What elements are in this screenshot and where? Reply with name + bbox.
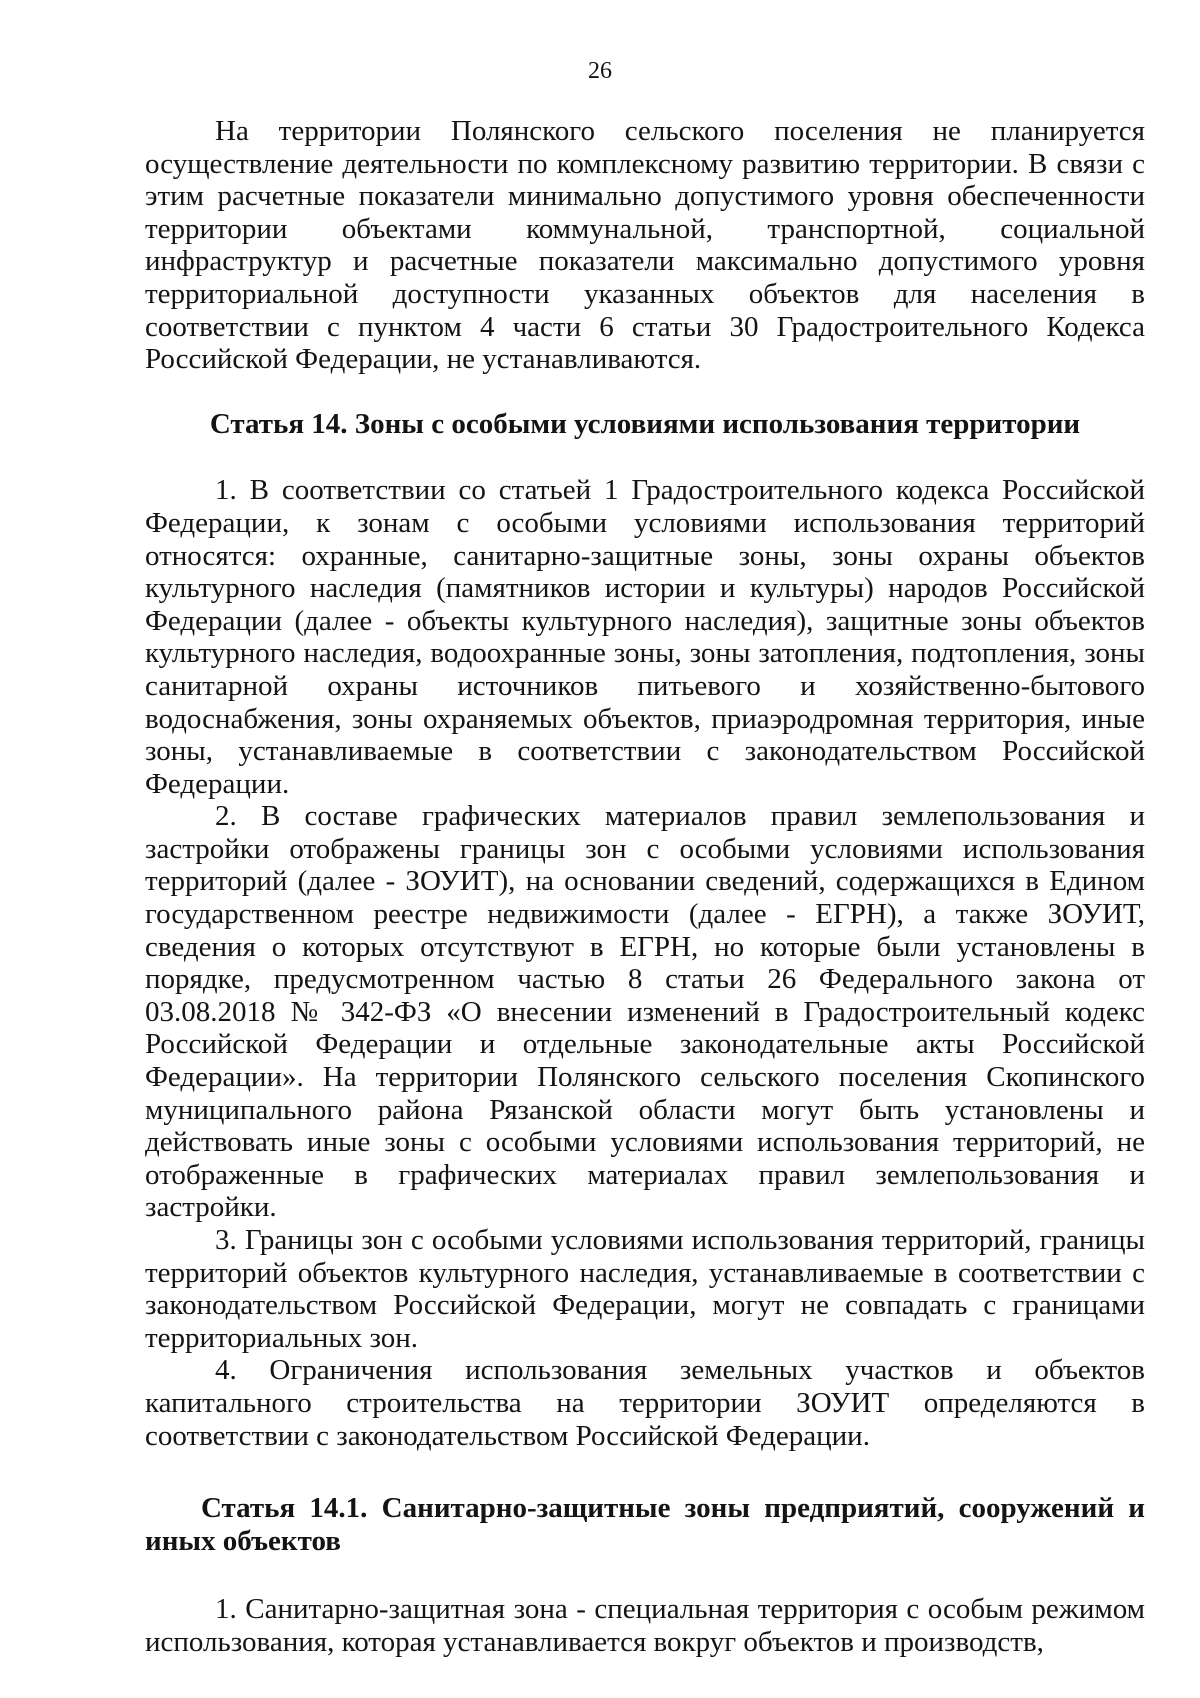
article-14-heading: Статья 14. Зоны с особыми условиями использования территории [209, 407, 1081, 440]
article-14-paragraph-3: 3. Границы зон с особыми условиями использования территорий, границы территорий объектов культурного наследия, устанавливаемые в соответствии с законодательством Российской Федерации, могут не совпадать с границами территориальных зон. [145, 1224, 1145, 1354]
article-14-1-heading: Статья 14.1. Санитарно-защитные зоны предприятий, сооружений и иных объектов [145, 1492, 1145, 1557]
article-14-1-paragraph-1: 1. Санитарно-защитная зона - специальная территория с особым режимом использования, которая устанавливается вокруг объектов и производств, [145, 1593, 1145, 1658]
intro-paragraph: На территории Полянского сельского поселения не планируется осуществление деятельности по комплексному развитию территории. В связи с этим расчетные показатели минимально допустимого уровня обеспеченности территории объектами коммунальной, транспортной, социальной инфраструктур и расчетные показатели максимально допустимого уровня территориальной доступности указанных объектов для населения в соответствии с пунктом 4 части 6 статьи 30 Градостроительного Кодекса Российской Федерации, не устанавливаются. [145, 115, 1145, 376]
page-number: 26 [588, 58, 612, 84]
document-body [145, 115, 1145, 1659]
article-14-paragraph-4: 4. Ограничения использования земельных участков и объектов капитального строительства на территории ЗОУИТ определяются в соответствии с законодательством Российской Федерации. [145, 1354, 1145, 1452]
article-14-paragraph-2: 2. В составе графических материалов правил землепользования и застройки отображены границы зон с особыми условиями использования территорий (далее - ЗОУИТ), на основании сведений, содержащихся в Едином государственном реестре недвижимости (далее - ЕГРН), а также ЗОУИТ, сведения о которых отсутствуют в ЕГРН, но которые были установлены в порядке, предусмотренном частью 8 статьи 26 Федерального закона от 03.08.2018 № 342-ФЗ «О внесении изменений в Градостроительный кодекс Российской Федерации и отдельные законодательные акты Российской Федерации». На территории Полянского сельского поселения Скопинского муниципального района Рязанской области могут быть установлены и действовать иные зоны с особыми условиями использования территорий, не отображенные в графических материалах правил землепользования и застройки. [145, 800, 1145, 1224]
article-14-paragraph-1: 1. В соответствии со статьей 1 Градостроительного кодекса Российской Федерации, к зонам с особыми условиями использования территорий относятся: охранные, санитарно-защитные зоны, зоны охраны объектов культурного наследия (памятников истории и культуры) народов Российской Федерации (далее - объекты культурного наследия), защитные зоны объектов культурного наследия, водоохранные зоны, зоны затопления, подтопления, зоны санитарной охраны источников питьевого и хозяйственно-бытового водоснабжения, зоны охраняемых объектов, приаэродромная территория, иные зоны, устанавливаемые в соответствии с законодательством Российской Федерации. [145, 474, 1145, 800]
